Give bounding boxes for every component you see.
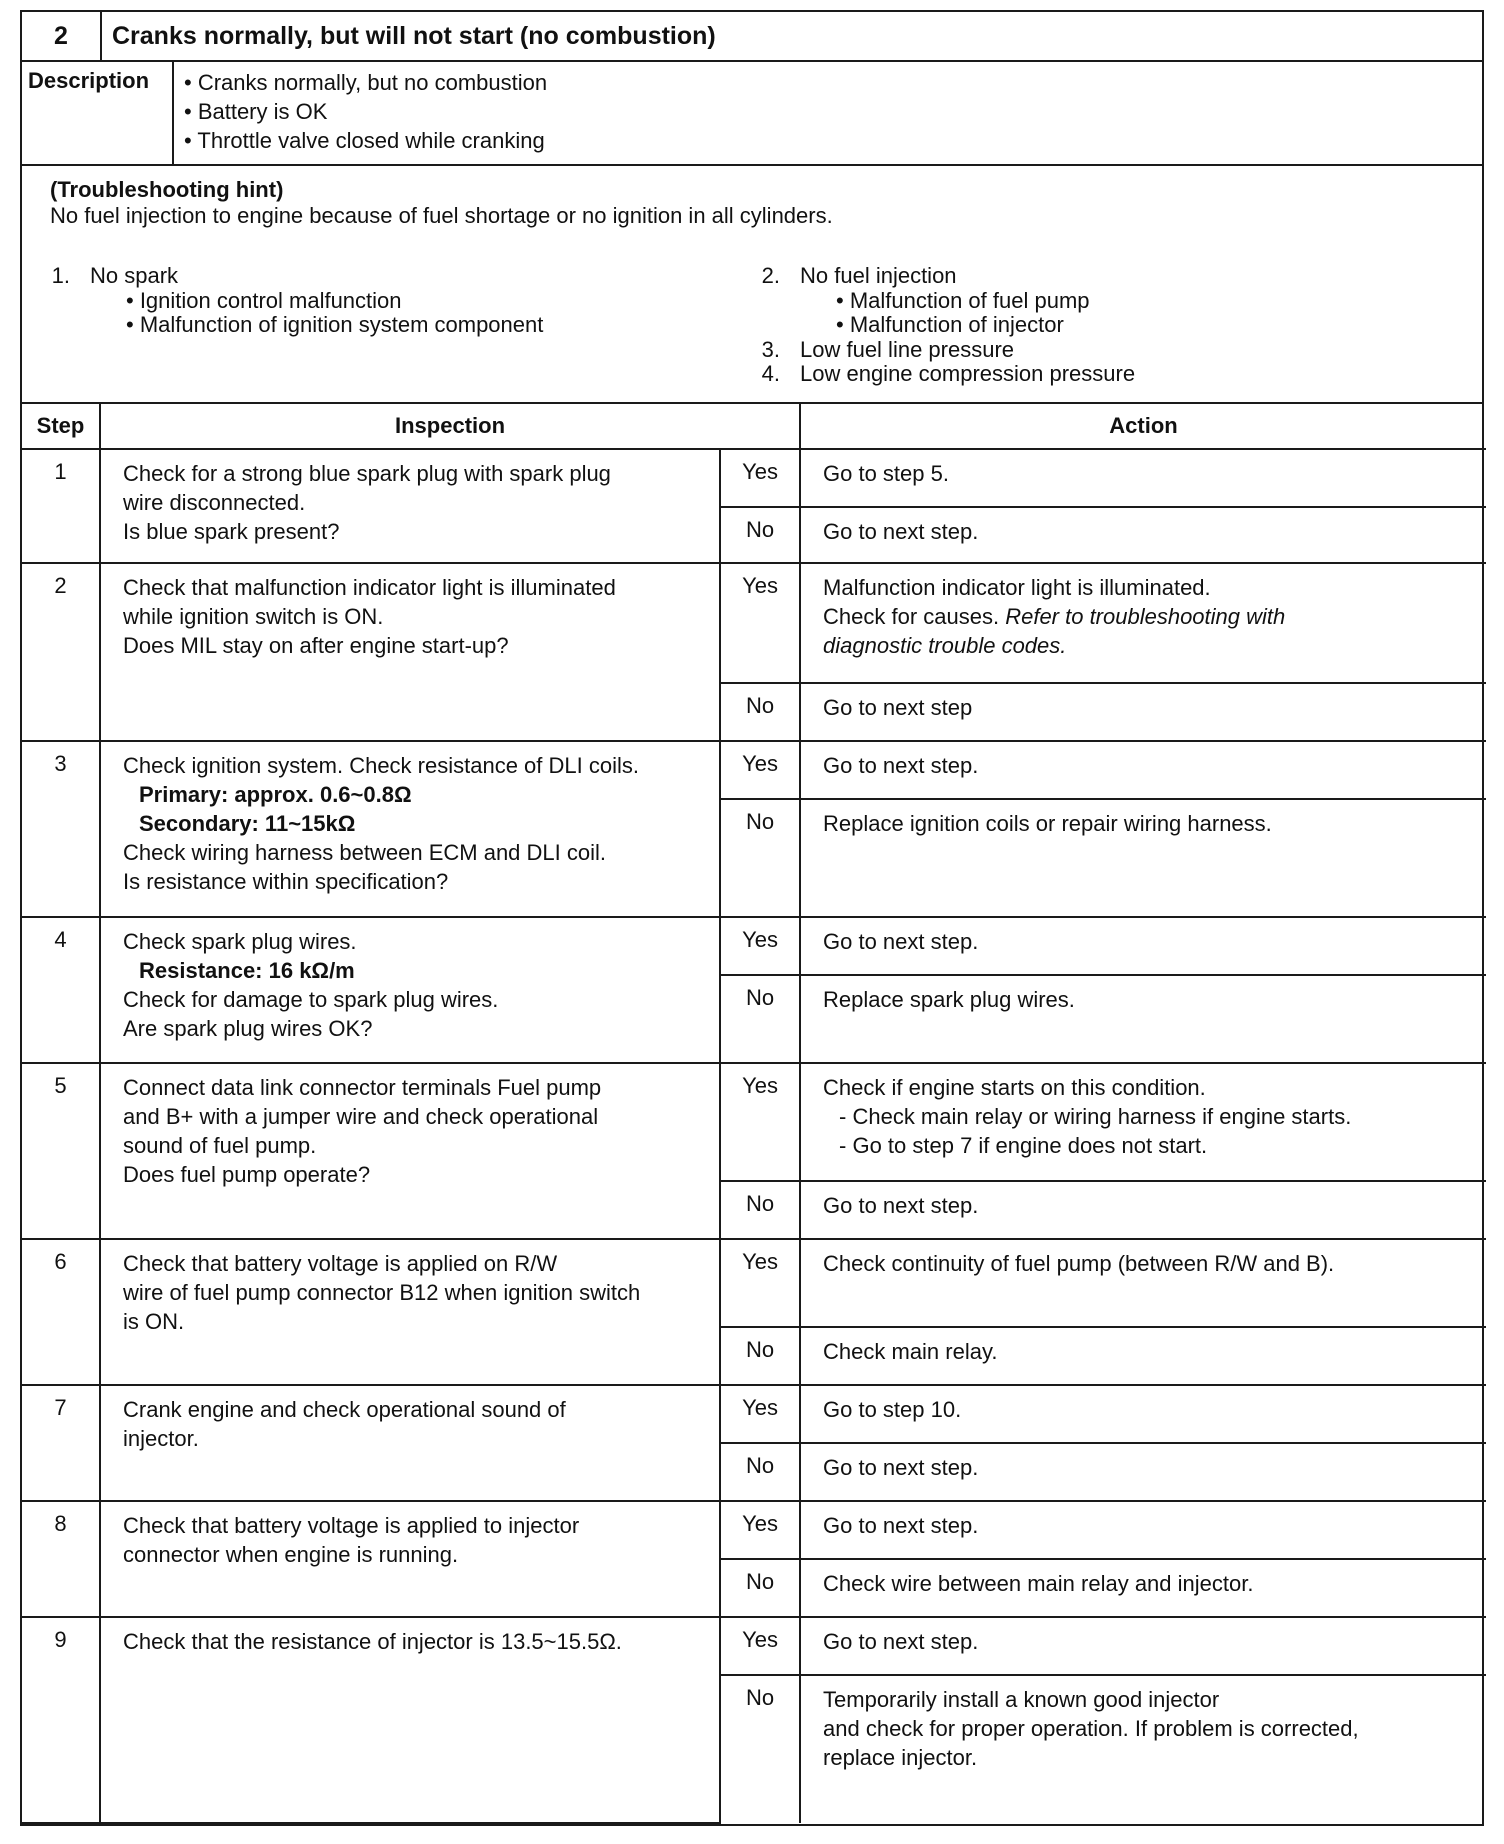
cause-no-spark [26,264,543,338]
cause-number: 1. [51,263,70,288]
yes-label: Yes [720,449,800,507]
no-label: No [720,975,800,1063]
cause-title: No fuel injection [800,263,957,288]
inspection-cell [100,1501,720,1617]
cause-sub-item: • Malfunction of injector [836,312,1064,337]
action-line: Go to next step. [823,519,979,544]
cause-number: 2. [761,263,780,288]
step-number: 4 [22,917,100,1063]
action-line: Go to next step. [823,1455,979,1480]
hint-heading: (Troubleshooting hint) [50,177,284,202]
no-label: No [720,799,800,917]
yes-label: Yes [720,1239,800,1327]
inspection-line: Is blue spark present? [123,519,340,544]
no-action [800,975,1486,1063]
action-line: Malfunction indicator light is illuminated. [823,575,1211,600]
inspection-cell [100,1239,720,1385]
inspection-cell [100,1617,720,1823]
table-row [22,1063,1486,1181]
inspection-line: Does MIL stay on after engine start-up? [123,633,509,658]
inspection-line: wire of fuel pump connector B12 when ignition switch [123,1280,641,1305]
inspection-line: Check for damage to spark plug wires. [123,987,499,1012]
table-row [22,1385,1486,1443]
inspection-cell [100,1385,720,1501]
cause-title: No spark [90,263,179,288]
yes-action [800,1501,1486,1559]
table-header-row [22,404,1486,449]
description-label: Description [22,62,174,164]
action-text: Check for causes. [823,604,1006,629]
inspection-line: injector. [123,1426,199,1451]
action-line: Go to next step. [823,753,979,778]
table-row [22,563,1486,683]
inspection-table [22,404,1486,1824]
inspection-line: Does fuel pump operate? [123,1162,371,1187]
description-item: • Cranks normally, but no combustion [184,70,548,95]
inspection-cell [100,1063,720,1239]
action-line: and check for proper operation. If problem is corrected, [823,1716,1359,1741]
action-line: Replace ignition coils or repair wiring harness. [823,811,1272,836]
yes-action [800,917,1486,975]
action-line: Go to next step. [823,1193,979,1218]
yes-action [800,1385,1486,1443]
yes-action [800,1617,1486,1675]
reference-link-continued[interactable]: diagnostic trouble codes. [823,633,1067,658]
inspection-line: wire disconnected. [123,490,306,515]
action-line: Go to next step. [823,1629,979,1654]
action-line: Check main relay. [823,1339,998,1364]
table-row [22,1617,1486,1675]
no-label: No [720,507,800,563]
description-item: • Battery is OK [184,99,328,124]
troubleshooting-hint [22,166,1482,404]
cause-group-fuel [736,264,1135,387]
no-action [800,1559,1486,1617]
table-row [22,1501,1486,1559]
inspection-line: Check that battery voltage is applied to injector [123,1513,580,1538]
action-line: Go to step 10. [823,1397,962,1422]
no-label: No [720,1559,800,1617]
inspection-cell [100,449,720,563]
table-row [22,1239,1486,1327]
step-number: 3 [22,741,100,917]
inspection-line: Connect data link connector terminals Fuel pump [123,1075,602,1100]
title-row [22,12,1482,62]
yes-action [800,449,1486,507]
inspection-cell [100,741,720,917]
cause-title: Low fuel line pressure [800,336,1015,362]
no-label: No [720,1443,800,1501]
inspection-line: Check wiring harness between ECM and DLI coil. [123,840,607,865]
action-line: Go to next step. [823,929,979,954]
symptom-number: 2 [22,12,102,60]
troubleshooting-page [20,10,1484,1826]
spec-value: Resistance: 16 kΩ/m [139,958,355,983]
inspection-line: Check that the resistance of injector is 13.5~15.5Ω. [123,1629,622,1654]
table-row [22,917,1486,975]
inspection-line: connector when engine is running. [123,1542,459,1567]
yes-label: Yes [720,741,800,799]
no-action [800,1181,1486,1239]
action-line: Check wire between main relay and injector. [823,1571,1254,1596]
table-row [22,449,1486,507]
step-number: 7 [22,1385,100,1501]
no-action [800,1675,1486,1823]
no-action [800,507,1486,563]
action-line: Go to next step. [823,1513,979,1538]
cause-sub-item: • Ignition control malfunction [126,287,402,313]
spec-value: Primary: approx. 0.6~0.8Ω [139,782,412,807]
inspection-line: is ON. [123,1309,185,1334]
cause-title: Low engine compression pressure [800,361,1136,386]
step-number: 5 [22,1063,100,1239]
yes-label: Yes [720,1501,800,1559]
cause-sub-item: • Malfunction of fuel pump [836,287,1090,313]
no-action [800,1327,1486,1385]
inspection-line: sound of fuel pump. [123,1133,317,1158]
symptom-title: Cranks normally, but will not start (no combustion) [112,21,716,50]
hint-text: No fuel injection to engine because of fuel shortage or no ignition in all cylinders. [50,203,833,228]
no-action [800,1443,1486,1501]
column-header-action: Action [800,404,1486,449]
yes-action [800,563,1486,683]
inspection-line: Is resistance within specification? [123,869,449,894]
action-subline: - Check main relay or wiring harness if engine starts. [839,1104,1352,1129]
action-subline: - Go to step 7 if engine does not start. [839,1133,1208,1158]
yes-label: Yes [720,1617,800,1675]
yes-label: Yes [720,1385,800,1443]
inspection-line: Are spark plug wires OK? [123,1016,373,1041]
action-line: Go to step 5. [823,461,949,486]
inspection-line: Check that malfunction indicator light is illuminated [123,575,616,600]
description-list [174,62,547,164]
no-action [800,683,1486,741]
inspection-line: while ignition switch is ON. [123,604,384,629]
yes-action [800,1239,1486,1327]
table-row [22,741,1486,799]
step-number: 1 [22,449,100,563]
no-label: No [720,1675,800,1823]
inspection-cell [100,917,720,1063]
step-number: 2 [22,563,100,741]
step-number: 9 [22,1617,100,1823]
inspection-line: Check spark plug wires. [123,929,357,954]
column-header-step: Step [22,404,100,449]
inspection-line: Crank engine and check operational sound of [123,1397,566,1422]
inspection-line: Check that battery voltage is applied on R/W [123,1251,558,1276]
column-header-inspection: Inspection [100,404,800,449]
action-line: Check continuity of fuel pump (between R/W and B). [823,1251,1335,1276]
yes-label: Yes [720,563,800,683]
no-label: No [720,683,800,741]
inspection-line: Check for a strong blue spark plug with spark plug [123,461,611,486]
action-line: Go to next step [823,695,973,720]
cause-sub-item: • Malfunction of ignition system component [126,312,544,337]
reference-link[interactable]: Refer to troubleshooting with [1005,604,1286,629]
description-row [22,62,1482,166]
cause-number: 4. [761,361,780,386]
no-label: No [720,1181,800,1239]
step-number: 6 [22,1239,100,1385]
description-item: • Throttle valve closed while cranking [184,128,545,153]
action-line: replace injector. [823,1745,978,1770]
no-action [800,799,1486,917]
yes-action [800,741,1486,799]
troubleshooting-frame [20,10,1484,1826]
inspection-cell [100,563,720,741]
step-number: 8 [22,1501,100,1617]
action-line: Temporarily install a known good injector [823,1687,1220,1712]
action-line: Check if engine starts on this condition. [823,1075,1206,1100]
yes-label: Yes [720,917,800,975]
spec-value: Secondary: 11~15kΩ [139,811,356,836]
inspection-line: Check ignition system. Check resistance of DLI coils. [123,753,639,778]
yes-action [800,1063,1486,1181]
cause-number: 3. [761,336,780,362]
inspection-line: and B+ with a jumper wire and check operational [123,1104,599,1129]
action-line: Replace spark plug wires. [823,987,1075,1012]
no-label: No [720,1327,800,1385]
yes-label: Yes [720,1063,800,1181]
